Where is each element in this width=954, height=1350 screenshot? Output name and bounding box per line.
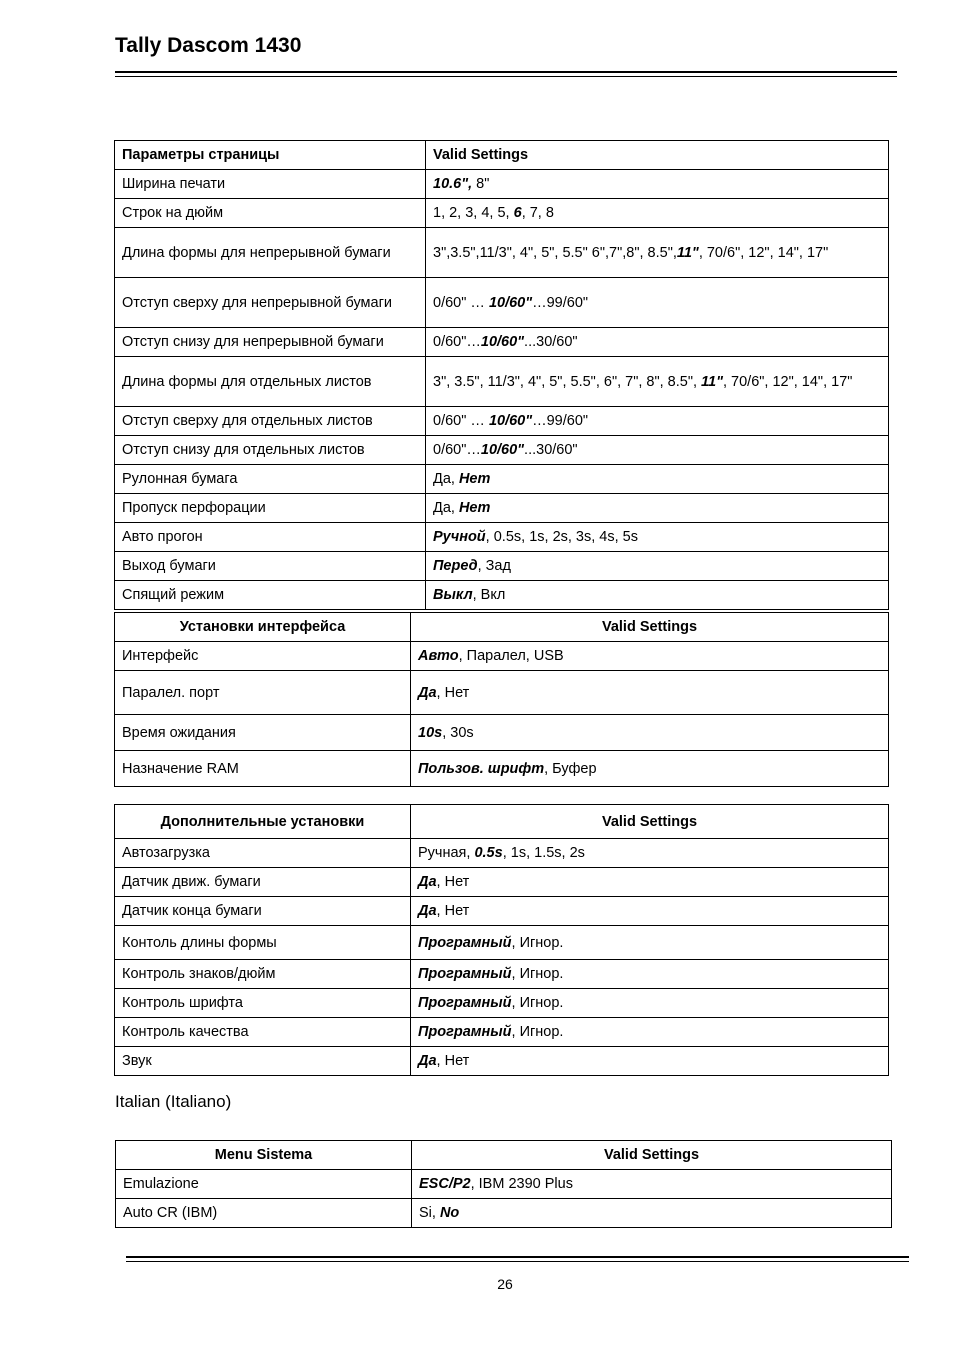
default-value: Нет [458, 500, 491, 516]
default-value: 10.6", [433, 176, 473, 192]
default-value: Програмный [418, 995, 512, 1011]
page-title: Tally Dascom 1430 [115, 34, 302, 57]
default-value: 10/60" [488, 413, 533, 429]
table-row [115, 751, 889, 787]
option-value: , Вкл [472, 587, 506, 603]
default-value: Програмный [418, 1024, 512, 1040]
default-value: 10/60" [480, 334, 525, 350]
default-value: Пользов. шрифт [418, 760, 545, 777]
setting-name: Паралел. порт [115, 671, 411, 715]
setting-name: Датчик конца бумаги [115, 897, 411, 926]
option-value: Да, [433, 500, 459, 516]
setting-name: Назначение RAM [115, 751, 411, 787]
option-value: , Игнор. [511, 934, 564, 951]
header-rule [115, 71, 897, 73]
setting-name: Пропуск перфорации [115, 494, 426, 523]
option-value: , Игнор. [511, 966, 564, 982]
option-value: ...30/60" [524, 442, 578, 458]
setting-name: Auto CR (IBM) [116, 1199, 412, 1228]
page-settings-table [114, 140, 889, 610]
table-row [115, 436, 889, 465]
table-row [115, 523, 889, 552]
setting-name: Длина формы для отдельных листов [115, 357, 426, 407]
setting-name: Контроль качества [115, 1018, 411, 1047]
setting-value [426, 357, 889, 407]
setting-value [411, 960, 889, 989]
setting-value [411, 839, 889, 868]
setting-name: Ширина печати [115, 170, 426, 199]
setting-value [426, 436, 889, 465]
option-value: , Буфер [544, 760, 597, 777]
option-value: 3",3.5",11/3", 4", 5", 5.5" 6",7",8", 8.5", [433, 244, 677, 261]
setting-value [426, 494, 889, 523]
table-row [115, 715, 889, 751]
option-value: , Нет [436, 1053, 470, 1069]
setting-name: Контроль знаков/дюйм [115, 960, 411, 989]
table-header-row [116, 1141, 892, 1170]
column-header: Установки интерфейса [115, 613, 411, 642]
footer-rule [126, 1256, 909, 1258]
default-value: Програмный [418, 966, 512, 982]
column-header: Valid Settings [426, 141, 889, 170]
setting-value [411, 642, 889, 671]
setting-value [426, 465, 889, 494]
page-number: 26 [497, 1276, 513, 1292]
table-row [115, 1018, 889, 1047]
option-value: 1, 2, 3, 4, 5, [433, 205, 514, 221]
setting-name: Emulazione [116, 1170, 412, 1199]
table-row [115, 278, 889, 328]
setting-name: Датчик движ. бумаги [115, 868, 411, 897]
setting-value [411, 671, 889, 715]
table-row [115, 897, 889, 926]
option-value: , 7, 8 [521, 205, 554, 221]
option-value: Да, [433, 471, 459, 487]
setting-value [426, 228, 889, 278]
option-value: , 0.5s, 1s, 2s, 3s, 4s, 5s [485, 529, 638, 545]
option-value: Si, [419, 1205, 440, 1221]
option-value: Ручная, [418, 845, 475, 861]
default-value: Авто [418, 648, 459, 664]
setting-value [426, 581, 889, 610]
option-value: , 1s, 1.5s, 2s [502, 845, 585, 861]
setting-value [426, 170, 889, 199]
default-value: 11" [676, 244, 699, 261]
default-value: 0.5s [474, 845, 503, 861]
column-header: Valid Settings [411, 613, 889, 642]
default-value: Выкл [433, 587, 473, 603]
default-value: 10s [418, 724, 443, 741]
column-header: Параметры страницы [115, 141, 426, 170]
column-header: Дополнительные установки [115, 805, 411, 839]
table-row [115, 839, 889, 868]
option-value: , Паралел, USB [458, 648, 564, 664]
option-value: , Зад [477, 558, 511, 574]
default-value: ESC/P2 [419, 1176, 471, 1192]
table-row [115, 581, 889, 610]
setting-name: Звук [115, 1047, 411, 1076]
option-value: ...30/60" [524, 334, 578, 350]
default-value: Да [418, 874, 437, 890]
option-value: 8" [472, 176, 490, 192]
option-value: , IBM 2390 Plus [470, 1176, 573, 1192]
header-rule-thin [115, 76, 897, 77]
default-value: Програмный [418, 934, 512, 951]
table-row [115, 407, 889, 436]
default-value: Да [418, 903, 437, 919]
option-value: 0/60"… [433, 334, 481, 350]
setting-name: Отступ снизу для отдельных листов [115, 436, 426, 465]
setting-name: Выход бумаги [115, 552, 426, 581]
table-row [115, 228, 889, 278]
table-row [115, 328, 889, 357]
option-value: , Игнор. [511, 1024, 564, 1040]
setting-value [411, 751, 889, 787]
table-row [116, 1170, 892, 1199]
column-header: Menu Sistema [116, 1141, 412, 1170]
default-value: 10/60" [480, 442, 525, 458]
table-row [115, 868, 889, 897]
table-row [115, 642, 889, 671]
setting-value [412, 1170, 892, 1199]
system-menu-table [115, 1140, 892, 1228]
setting-value [411, 1018, 889, 1047]
table-row [115, 170, 889, 199]
setting-value [411, 989, 889, 1018]
table-header-row [115, 141, 889, 170]
default-value: Да [418, 684, 437, 701]
option-value: 3", 3.5", 11/3", 4", 5", 5.5", 6", 7", 8", 8.5", [433, 373, 702, 390]
default-value: 6 [513, 205, 522, 221]
option-value: , 30s [442, 724, 474, 741]
setting-value [411, 868, 889, 897]
option-value: , Игнор. [511, 995, 564, 1011]
default-value: 10/60" [488, 294, 533, 311]
setting-name: Рулонная бумага [115, 465, 426, 494]
table-row [115, 671, 889, 715]
option-value: 0/60" … [433, 413, 489, 429]
setting-name: Контоль длины формы [115, 926, 411, 960]
table-row [115, 199, 889, 228]
table-row [115, 926, 889, 960]
setting-value [426, 328, 889, 357]
default-value: Ручной [433, 529, 486, 545]
option-value: , Нет [436, 684, 470, 701]
table-row [115, 357, 889, 407]
column-header: Valid Settings [412, 1141, 892, 1170]
table-header-row [115, 805, 889, 839]
setting-value [412, 1199, 892, 1228]
setting-value [426, 278, 889, 328]
option-value: , Нет [436, 874, 470, 890]
setting-value [426, 552, 889, 581]
additional-settings-table [114, 804, 889, 1076]
table-row [115, 494, 889, 523]
table-row [115, 960, 889, 989]
setting-value [411, 926, 889, 960]
table-row [115, 1047, 889, 1076]
table-row [115, 989, 889, 1018]
setting-name: Отступ снизу для непрерывной бумаги [115, 328, 426, 357]
setting-name: Автозагрузка [115, 839, 411, 868]
default-value: 11" [701, 373, 723, 390]
option-value: 0/60"… [433, 442, 481, 458]
setting-name: Время ожидания [115, 715, 411, 751]
footer-rule-thin [126, 1261, 909, 1262]
setting-value [426, 523, 889, 552]
setting-value [411, 715, 889, 751]
setting-value [411, 1047, 889, 1076]
setting-name: Спящий режим [115, 581, 426, 610]
setting-value [426, 199, 889, 228]
setting-name: Интерфейс [115, 642, 411, 671]
setting-name: Строк на дюйм [115, 199, 426, 228]
default-value: No [439, 1205, 460, 1221]
option-value: , Нет [436, 903, 470, 919]
option-value: , 70/6", 12", 14", 17" [722, 373, 853, 390]
setting-name: Отступ сверху для непрерывной бумаги [115, 278, 426, 328]
option-value: …99/60" [532, 413, 589, 429]
section-label: Italian (Italiano) [115, 1092, 232, 1111]
table-row [115, 552, 889, 581]
table-header-row [115, 613, 889, 642]
default-value: Нет [458, 471, 491, 487]
setting-name: Отступ сверху для отдельных листов [115, 407, 426, 436]
setting-name: Авто прогон [115, 523, 426, 552]
option-value: 0/60" … [433, 294, 489, 311]
setting-value [411, 897, 889, 926]
setting-value [426, 407, 889, 436]
option-value: , 70/6", 12", 14", 17" [698, 244, 829, 261]
table-row [116, 1199, 892, 1228]
setting-name: Длина формы для непрерывной бумаги [115, 228, 426, 278]
column-header: Valid Settings [411, 805, 889, 839]
table-row [115, 465, 889, 494]
default-value: Перед [433, 558, 478, 574]
option-value: …99/60" [532, 294, 589, 311]
interface-settings-table [114, 612, 889, 787]
setting-name: Контроль шрифта [115, 989, 411, 1018]
default-value: Да [418, 1053, 437, 1069]
